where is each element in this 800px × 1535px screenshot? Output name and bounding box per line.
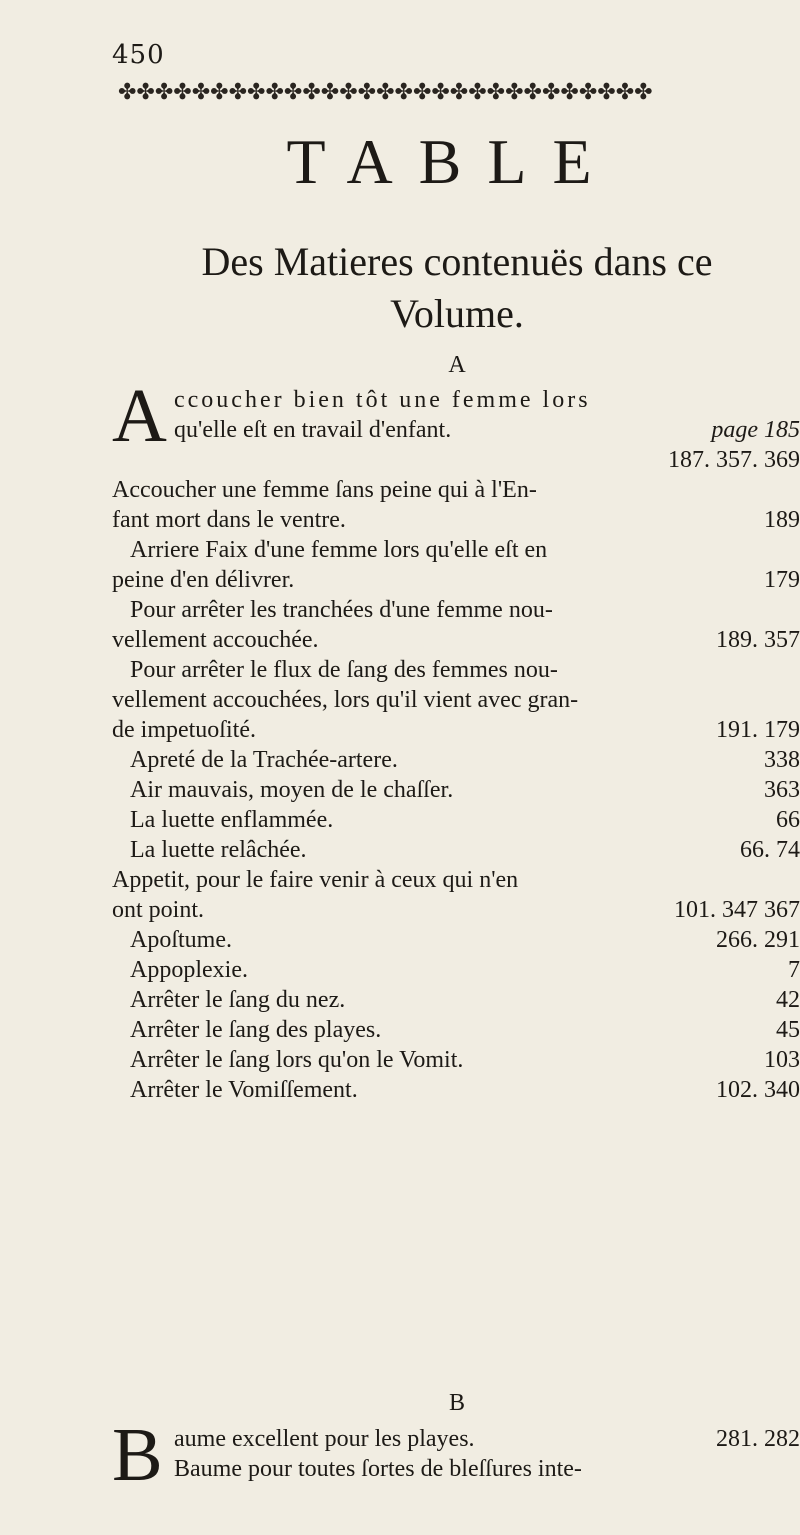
subtitle-line: Des Matieres contenuës dans ce (201, 239, 713, 284)
entry-text: Pour arrêter le flux de ſang des femmes nou- (130, 657, 558, 683)
entry-pages: 102. 340 (716, 1077, 800, 1103)
page-title: TABLE (286, 126, 618, 197)
index-entry (112, 655, 800, 745)
first-entry (112, 374, 800, 475)
page-subtitle (112, 236, 800, 340)
entry-pages: 266. 291 (716, 927, 800, 953)
entry-text: de impetuoſité. (112, 717, 256, 743)
page-number: 450 (112, 40, 165, 70)
entry-text: ccoucher bien tôt une femme lors (174, 387, 591, 413)
entry-line (174, 1454, 800, 1484)
entry-line (112, 955, 800, 985)
entry-text: Appoplexie. (130, 957, 248, 983)
index-entry (112, 805, 800, 835)
section-b-entries (112, 1413, 800, 1497)
entry-line (112, 1015, 800, 1045)
entry-text: La luette relâchée. (130, 837, 307, 863)
index-entry (112, 1045, 800, 1075)
entry-line (112, 595, 800, 625)
section-letter-b: B (448, 1390, 465, 1416)
entry-line (112, 1075, 800, 1105)
section-letter-a: A (448, 352, 466, 378)
entry-line (112, 655, 800, 685)
entry-text: Baume pour toutes ſortes de bleſſures inte- (174, 1456, 582, 1482)
entry-text: fant mort dans le ventre. (112, 507, 346, 533)
entry-line (112, 925, 800, 955)
entry-pages: 187. 357. 369 (668, 447, 800, 473)
entry-text: qu'elle eſt en travail d'enfant. (174, 417, 452, 443)
entry-line (112, 805, 800, 835)
entry-text: Arrêter le ſang lors qu'on le Vomit. (130, 1047, 464, 1073)
entry-text: Pour arrêter les tranchées d'une femme nou- (130, 597, 553, 623)
entry-line (112, 505, 800, 535)
entry-pages: 66. 74 (740, 837, 800, 863)
entry-pages: 45 (776, 1017, 800, 1043)
entry-text: ont point. (112, 897, 205, 923)
first-entry (112, 1413, 800, 1497)
index-entry (112, 475, 800, 535)
entry-line (112, 685, 800, 715)
entry-line (112, 835, 800, 865)
entry-line (112, 865, 800, 895)
section-a-entries (112, 374, 800, 1105)
entry-text: Air mauvais, moyen de le chaſſer. (130, 777, 454, 803)
entry-pages: 179 (764, 567, 800, 593)
ornament-border: ✤✤✤✤✤✤✤✤✤✤✤✤✤✤✤✤✤✤✤✤✤✤✤✤✤✤✤✤✤ (118, 80, 653, 105)
entry-pages: page 185 (711, 417, 800, 443)
entry-line (112, 985, 800, 1015)
entry-line (174, 385, 800, 415)
entry-line (112, 715, 800, 745)
entry-line (112, 535, 800, 565)
entry-line (112, 565, 800, 595)
entry-pages: 363 (764, 777, 800, 803)
entry-pages: 281. 282 (716, 1426, 800, 1452)
entry-line (174, 1424, 800, 1454)
drop-cap: B (112, 1413, 163, 1497)
entry-pages: 42 (776, 987, 800, 1013)
entry-line (112, 625, 800, 655)
entry-pages: 66 (776, 807, 800, 833)
index-entry (112, 535, 800, 595)
index-entry (112, 1075, 800, 1105)
entry-line (112, 475, 800, 505)
index-entry (112, 775, 800, 805)
index-entry (112, 595, 800, 655)
entry-pages: 103 (764, 1047, 800, 1073)
entry-pages: 191. 179 (716, 717, 800, 743)
index-entry (112, 1015, 800, 1045)
entry-pages: 338 (764, 747, 800, 773)
index-entry (112, 745, 800, 775)
entry-text: vellement accouchées, lors qu'il vient avec gran- (112, 687, 579, 713)
drop-cap: A (112, 374, 167, 458)
entry-pages: 7 (788, 957, 800, 983)
entry-text: aume excellent pour les playes. (174, 1426, 475, 1452)
entry-text: Accoucher une femme ſans peine qui à l'En- (112, 477, 537, 503)
entry-text: Arrêter le Vomiſſement. (130, 1077, 358, 1103)
index-entry (112, 835, 800, 865)
entry-line (112, 775, 800, 805)
entry-text: Apreté de la Trachée-artere. (130, 747, 398, 773)
entry-text: Appetit, pour le faire venir à ceux qui n'en (112, 867, 519, 893)
entry-text: Arriere Faix d'une femme lors qu'elle eſt en (130, 537, 548, 563)
entry-pages: 189. 357 (716, 627, 800, 653)
index-entry (112, 985, 800, 1015)
entry-line (112, 895, 800, 925)
entry-text: vellement accouchée. (112, 627, 319, 653)
index-entry (112, 865, 800, 925)
entry-pages: 101. 347 367 (674, 897, 800, 923)
index-entry (112, 925, 800, 955)
index-entry (112, 955, 800, 985)
entry-line (112, 1045, 800, 1075)
subtitle-line: Volume. (390, 291, 524, 336)
entry-text: Arrêter le ſang du nez. (130, 987, 346, 1013)
entry-text: La luette enflammée. (130, 807, 334, 833)
entry-line (174, 415, 800, 445)
entry-line (112, 745, 800, 775)
entry-text: Apoſtume. (130, 927, 232, 953)
entry-line (112, 445, 800, 475)
entry-text: peine d'en délivrer. (112, 567, 295, 593)
entry-pages: 189 (764, 507, 800, 533)
entry-text: Arrêter le ſang des playes. (130, 1017, 382, 1043)
